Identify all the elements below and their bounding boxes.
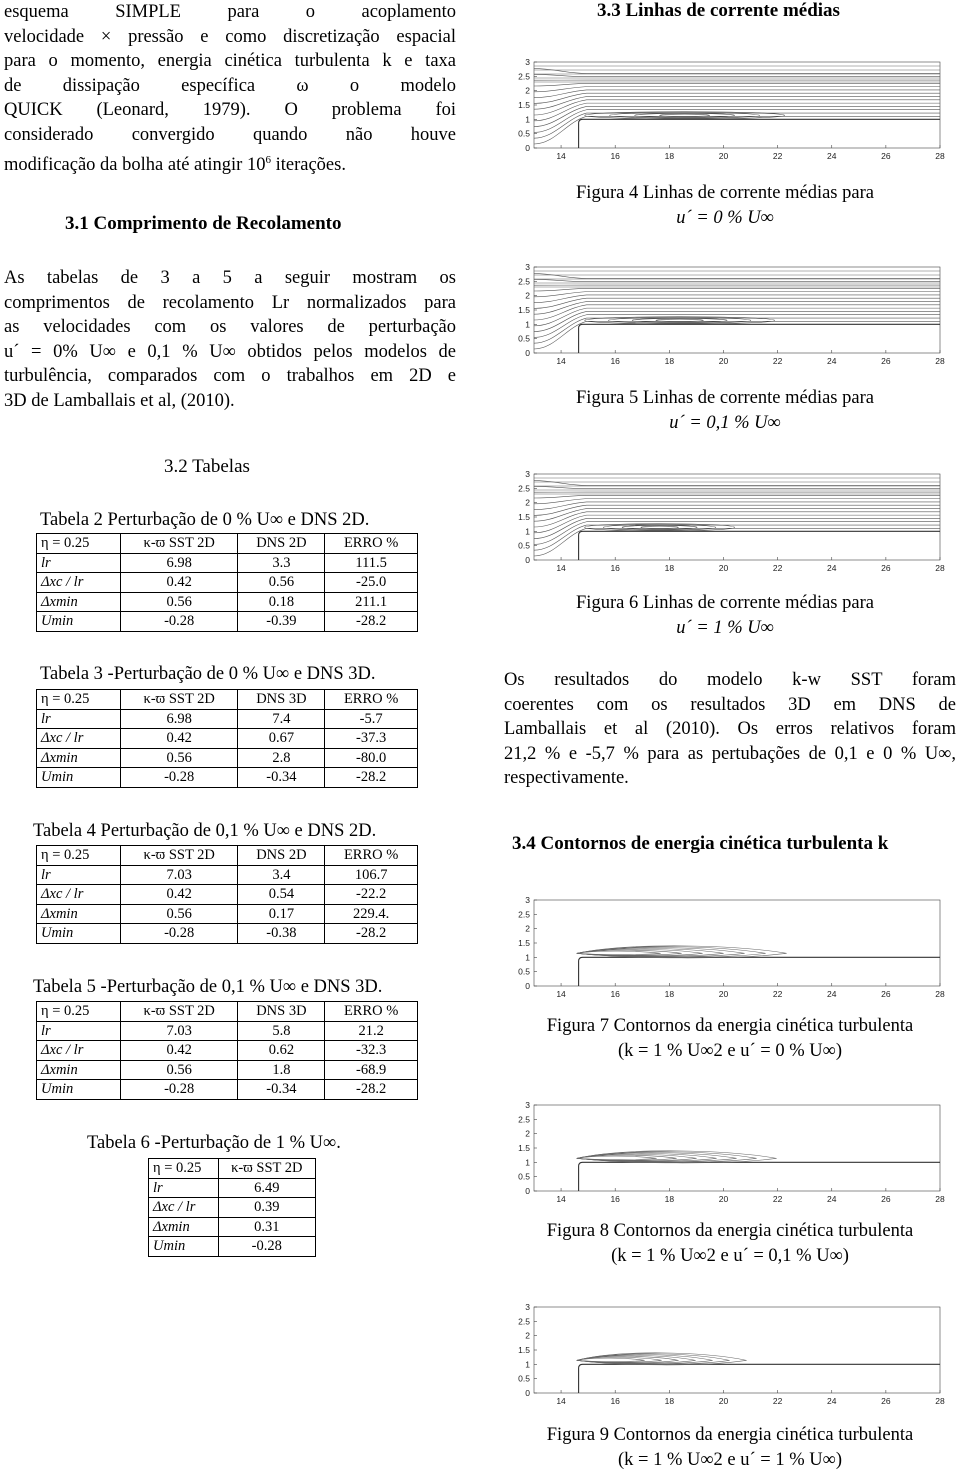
table-cell: Δxc / lr [37,729,121,749]
table-cell: -80.0 [325,748,418,768]
table-row [149,1237,316,1257]
table-3 [36,689,418,788]
table-row [37,865,418,885]
x-tick-label: 26 [881,1396,891,1405]
figure-4-streamlines [504,58,946,160]
x-tick-label: 26 [881,151,891,160]
x-tick-label: 26 [881,989,891,998]
table-cell: lr [37,709,121,729]
y-tick-label: 1.5 [518,1345,530,1355]
x-tick-label: 22 [772,1194,783,1203]
y-tick-label: 2.5 [518,909,530,920]
table-cell: -28.2 [325,924,418,944]
x-tick-label: 16 [610,151,620,160]
y-tick-label: 1 [525,114,530,125]
y-tick-label: 2.5 [518,1316,530,1327]
table-row [37,1041,418,1061]
intro-line: esquema SIMPLE para o acoplamento [4,2,456,22]
caption-line-1: Figura 5 Linhas de corrente médias para [576,388,874,408]
intro-line: de dissipação específica ω o modelo [4,75,456,96]
table-cell: 0.67 [238,729,325,749]
caption-line-1: Figura 9 Contornos da energia cinética turbulenta [546,1425,914,1445]
caption-line-2: (k = 1 % U∞2 e u´ = 0,1 % U∞) [611,1246,849,1266]
table-cell: 3.3 [238,553,325,573]
y-tick-label: 0.5 [518,540,530,551]
body-line: as velocidades com os valores de perturbação [4,317,456,338]
table-row [37,768,418,788]
y-tick-label: 1.5 [518,512,530,522]
intro-end-text: iterações. [270,154,346,175]
table-cell: -37.3 [325,729,418,749]
table-cell: 21.2 [325,1021,418,1041]
x-tick-label: 28 [935,151,945,160]
x-tick-label: 26 [881,356,891,365]
table-cell: η = 0.25 [37,846,121,866]
section-3-1-body [4,266,456,414]
x-tick-label: 18 [664,989,675,998]
table-header-row [149,1159,316,1179]
table-cell: -28.2 [325,768,418,788]
y-tick-label: 0 [525,348,530,358]
table-5 [36,1001,418,1100]
table-cell: 0.56 [120,904,238,924]
table-cell: 211.1 [325,592,418,612]
intro-last-line [4,148,456,178]
table-cell: 6.98 [120,709,238,729]
table-cell: 0.18 [238,592,325,612]
table-row [37,904,418,924]
table-cell: 3.4 [238,865,325,885]
x-tick-label: 24 [826,356,837,365]
x-tick-label: 28 [935,1194,945,1203]
section-3-4-heading: 3.4 Contornos de energia cinética turbulenta k [512,833,889,854]
figure-9-caption [504,1423,956,1473]
x-tick-label: 16 [610,356,620,365]
table-cell: lr [149,1178,219,1198]
x-tick-label: 24 [826,563,837,572]
y-tick-label: 1 [525,1359,530,1370]
table-header-row [37,534,418,554]
figure-7-caption [504,1014,956,1064]
x-tick-label: 22 [772,356,783,365]
table-cell: DNS 3D [238,690,325,710]
table-cell: ERRO % [325,534,418,554]
figure-9-contours [504,1303,946,1405]
x-tick-label: 14 [556,151,566,160]
y-tick-label: 0.5 [518,966,530,977]
table-cell: 0.42 [120,573,238,593]
body-line: As tabelas de 3 a 5 a seguir mostram os [4,268,456,288]
figure-7-contours [504,896,946,998]
table-cell: -22.2 [325,885,418,905]
y-tick-label: 2 [525,290,530,301]
table-cell: 6.98 [120,553,238,573]
y-tick-label: 0 [525,981,530,991]
table-cell: -68.9 [325,1060,418,1080]
body-line: turbulência, comparados com o trabalhos em 2D e [4,366,456,387]
table-3-caption: Tabela 3 -Perturbação de 0 % U∞ e DNS 3D. [40,664,376,684]
table-cell: Δxmin [37,748,121,768]
x-tick-label: 14 [556,563,566,572]
x-tick-label: 24 [826,151,837,160]
table-cell: Δxmin [149,1217,219,1237]
table-cell: κ-ϖ SST 2D [120,846,238,866]
x-tick-label: 16 [610,989,620,998]
results-line: respectivamente. [504,768,629,789]
table-cell: 7.03 [120,865,238,885]
table-cell: 0.56 [238,573,325,593]
table-cell: 0.31 [218,1217,315,1237]
intro-exponent: 6 [265,153,271,166]
table-cell: -5.7 [325,709,418,729]
table-cell: η = 0.25 [37,1002,121,1022]
results-line: coerentes com os resultados 3D em DNS de [504,694,956,715]
plot-frame [534,900,940,986]
table-cell: Δxc / lr [149,1198,219,1218]
body-line: 3D de Lamballais et al, (2010). [4,390,235,411]
table-cell: Δxmin [37,1060,121,1080]
table-row [37,924,418,944]
x-tick-label: 16 [610,563,620,572]
table-cell: -0.34 [238,768,325,788]
figure-6-caption [504,591,946,641]
table-cell: -0.28 [120,924,238,944]
section-3-1-heading: 3.1 Comprimento de Recolamento [65,213,342,234]
plot-frame [534,1105,940,1191]
y-tick-label: 0.5 [518,333,530,344]
table-cell: 106.7 [325,865,418,885]
figure-8-caption [504,1219,956,1269]
y-tick-label: 0.5 [518,128,530,139]
y-tick-label: 0.5 [518,1373,530,1384]
x-tick-label: 20 [718,151,729,160]
table-cell: Umin [37,1080,121,1100]
y-tick-label: 3 [525,896,530,905]
table-cell: κ-ϖ SST 2D [120,534,238,554]
table-row [37,612,418,632]
table-cell: Umin [37,768,121,788]
table-row [37,885,418,905]
caption-line-2: (k = 1 % U∞2 e u´ = 1 % U∞) [618,1450,842,1470]
y-tick-label: 0 [525,143,530,153]
table-cell: κ-ϖ SST 2D [218,1159,315,1179]
table-cell: Umin [37,612,121,632]
y-tick-label: 0 [525,1388,530,1398]
table-cell: Δxmin [37,592,121,612]
table-cell: -0.28 [120,1080,238,1100]
section-3-3-heading: 3.3 Linhas de corrente médias [597,0,840,21]
table-row [37,1021,418,1041]
y-tick-label: 3 [525,470,530,479]
table-cell: 0.42 [120,885,238,905]
x-tick-label: 18 [664,151,675,160]
caption-line-1: Figura 6 Linhas de corrente médias para [576,593,874,613]
x-tick-label: 20 [718,989,729,998]
caption-line-2: u´ = 0,1 % U∞ [669,413,781,433]
x-tick-label: 22 [772,1396,783,1405]
caption-line-2: u´ = 0 % U∞ [676,208,774,228]
y-tick-label: 0 [525,555,530,565]
figure-4-caption [504,181,946,231]
x-tick-label: 24 [826,989,837,998]
table-cell: Umin [37,924,121,944]
y-tick-label: 1 [525,952,530,963]
table-row [149,1217,316,1237]
table-row [149,1178,316,1198]
table-header-row [37,1002,418,1022]
x-tick-label: 20 [718,1396,729,1405]
y-tick-label: 1 [525,1157,530,1168]
table-row [37,709,418,729]
x-tick-label: 14 [556,1194,566,1203]
body-line: u´ = 0% U∞ e 0,1 % U∞ obtidos pelos modelos de [4,341,456,362]
y-tick-label: 2 [525,923,530,934]
y-tick-label: 1.5 [518,1143,530,1153]
table-cell: 7.4 [238,709,325,729]
table-4 [36,845,418,944]
table-cell: lr [37,865,121,885]
figure-5-streamlines [504,263,946,365]
table-row [37,553,418,573]
results-paragraph [504,668,956,791]
x-tick-label: 20 [718,1194,729,1203]
table-cell: Δxc / lr [37,885,121,905]
y-tick-label: 2 [525,1128,530,1139]
caption-line-1: Figura 8 Contornos da energia cinética turbulenta [546,1221,914,1241]
x-tick-label: 28 [935,1396,945,1405]
x-tick-label: 14 [556,1396,566,1405]
caption-line-2: (k = 1 % U∞2 e u´ = 0 % U∞) [618,1041,842,1061]
table-cell: -25.0 [325,573,418,593]
table-row [37,1080,418,1100]
figure-5-caption [504,386,946,436]
table-cell: -32.3 [325,1041,418,1061]
table-cell: 2.8 [238,748,325,768]
table-cell: η = 0.25 [37,690,121,710]
intro-line: considerado convergido quando não houve [4,124,456,145]
y-tick-label: 2.5 [518,1114,530,1125]
figure-6-streamlines [504,470,946,572]
x-tick-label: 28 [935,356,945,365]
table-6-caption: Tabela 6 -Perturbação de 1 % U∞. [87,1133,341,1153]
table-cell: lr [37,1021,121,1041]
table-cell: -0.38 [238,924,325,944]
intro-line: QUICK (Leonard, 1979). O problema foi [4,100,456,121]
x-tick-label: 26 [881,1194,891,1203]
y-tick-label: 2.5 [518,483,530,494]
plot-frame [534,474,940,560]
y-tick-label: 2 [525,497,530,508]
table-cell: κ-ϖ SST 2D [120,1002,238,1022]
y-tick-label: 1.5 [518,100,530,110]
intro-last-text: modificação da bolha até atingir 10 [4,154,266,175]
table-row [37,729,418,749]
x-tick-label: 14 [556,356,566,365]
table-row [149,1198,316,1218]
y-tick-label: 1.5 [518,305,530,315]
x-tick-label: 24 [826,1194,837,1203]
table-cell: ERRO % [325,690,418,710]
table-cell: 6.49 [218,1178,315,1198]
x-tick-label: 18 [664,563,675,572]
x-tick-label: 18 [664,1396,675,1405]
table-cell: 0.56 [120,592,238,612]
table-cell: 7.03 [120,1021,238,1041]
y-tick-label: 1.5 [518,938,530,948]
table-cell: 229.4. [325,904,418,924]
table-cell: -0.28 [218,1237,315,1257]
plot-frame [534,62,940,148]
x-tick-label: 20 [718,356,729,365]
section-3-2-heading: 3.2 Tabelas [164,456,250,477]
table-cell: η = 0.25 [37,534,121,554]
y-tick-label: 2 [525,85,530,96]
table-cell: -0.28 [120,612,238,632]
intro-line: velocidade × pressão e como discretização espacial [4,26,456,47]
body-line: comprimentos de recolamento Lr normalizados para [4,292,456,313]
caption-line-2: u´ = 1 % U∞ [676,618,774,638]
caption-line-1: Figura 7 Contornos da energia cinética turbulenta [546,1016,914,1036]
table-4-caption: Tabela 4 Perturbação de 0,1 % U∞ e DNS 2D. [33,821,377,841]
table-cell: ERRO % [325,1002,418,1022]
x-tick-label: 22 [772,563,783,572]
intro-paragraph [4,0,456,177]
table-cell: 0.42 [120,729,238,749]
table-cell: 0.39 [218,1198,315,1218]
table-cell: DNS 2D [238,846,325,866]
x-tick-label: 28 [935,989,945,998]
x-tick-label: 16 [610,1396,620,1405]
x-tick-label: 14 [556,989,566,998]
y-tick-label: 2.5 [518,71,530,82]
table-cell: 0.62 [238,1041,325,1061]
table-cell: Δxmin [37,904,121,924]
caption-line-1: Figura 4 Linhas de corrente médias para [576,183,874,203]
table-cell: Δxc / lr [37,573,121,593]
table-header-row [37,846,418,866]
x-tick-label: 18 [664,1194,675,1203]
y-tick-label: 2 [525,1330,530,1341]
intro-line: para o momento, energia cinética turbulenta k e taxa [4,51,456,72]
results-line: Os resultados do modelo k-w SST foram [504,670,956,690]
table-row [37,1060,418,1080]
table-cell: 0.56 [120,748,238,768]
x-tick-label: 20 [718,563,729,572]
table-cell: -0.34 [238,1080,325,1100]
table-6 [148,1158,316,1257]
table-2 [36,533,418,632]
y-tick-label: 3 [525,58,530,67]
table-cell: Δxc / lr [37,1041,121,1061]
table-row [37,748,418,768]
y-tick-label: 3 [525,1101,530,1110]
y-tick-label: 1 [525,526,530,537]
y-tick-label: 3 [525,1303,530,1312]
x-tick-label: 26 [881,563,891,572]
plot-frame [534,267,940,353]
table-cell: -0.39 [238,612,325,632]
table-2-caption: Tabela 2 Perturbação de 0 % U∞ e DNS 2D. [40,510,370,530]
x-tick-label: 22 [772,989,783,998]
table-cell: 0.54 [238,885,325,905]
results-line: 21,2 % e -5,7 % para as pertubações de 0,1 e 0 % U∞, [504,743,956,764]
table-cell: η = 0.25 [149,1159,219,1179]
table-row [37,573,418,593]
table-cell: DNS 2D [238,534,325,554]
x-tick-label: 18 [664,356,675,365]
figure-8-contours [504,1101,946,1203]
table-cell: -28.2 [325,612,418,632]
x-tick-label: 16 [610,1194,620,1203]
table-cell: 1.8 [238,1060,325,1080]
x-tick-label: 28 [935,563,945,572]
x-tick-label: 24 [826,1396,837,1405]
table-header-row [37,690,418,710]
y-tick-label: 3 [525,263,530,272]
y-tick-label: 0 [525,1186,530,1196]
table-cell: -0.28 [120,768,238,788]
table-cell: lr [37,553,121,573]
table-cell: κ-ϖ SST 2D [120,690,238,710]
table-row [37,592,418,612]
table-cell: 0.42 [120,1041,238,1061]
table-cell: -28.2 [325,1080,418,1100]
y-tick-label: 0.5 [518,1171,530,1182]
results-line: Lamballais et al (2010). Os erros relativos foram [504,719,956,740]
y-tick-label: 2.5 [518,276,530,287]
table-cell: 0.56 [120,1060,238,1080]
table-cell: Umin [149,1237,219,1257]
table-cell: 0.17 [238,904,325,924]
y-tick-label: 1 [525,319,530,330]
table-cell: DNS 3D [238,1002,325,1022]
table-5-caption: Tabela 5 -Perturbação de 0,1 % U∞ e DNS 3D. [33,977,383,997]
table-cell: ERRO % [325,846,418,866]
plot-frame [534,1307,940,1393]
table-cell: 111.5 [325,553,418,573]
x-tick-label: 22 [772,151,783,160]
table-cell: 5.8 [238,1021,325,1041]
